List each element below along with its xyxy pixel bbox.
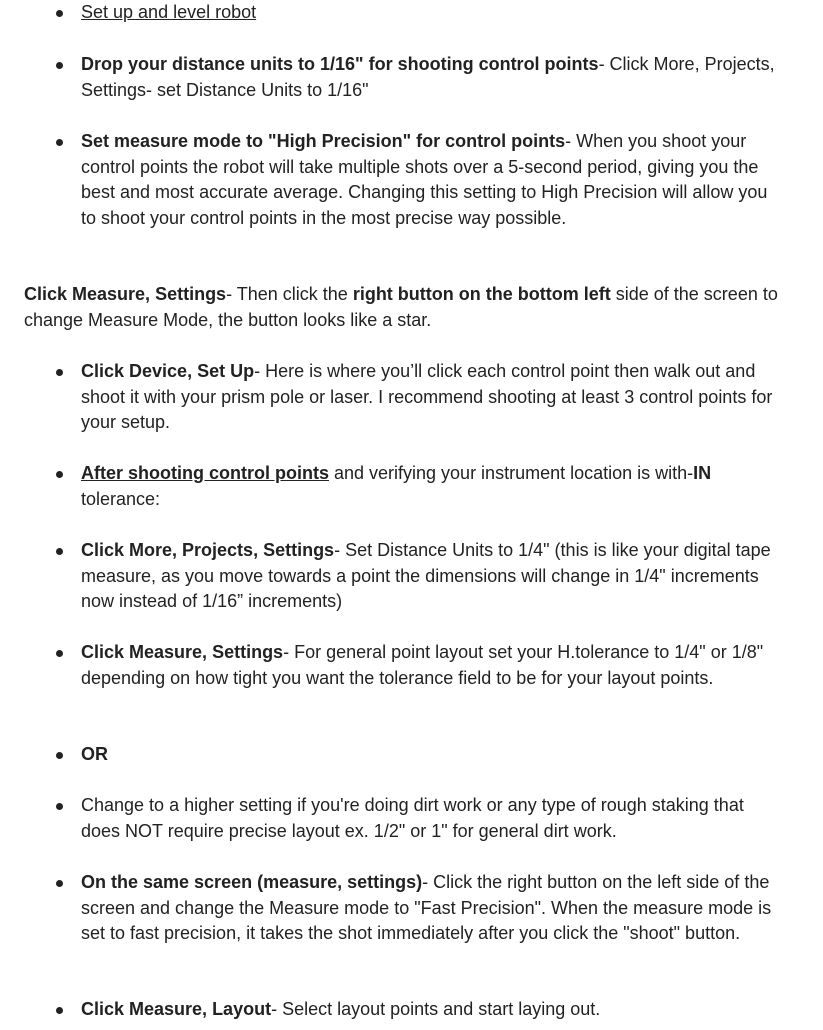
body-text: - Select layout points and start laying out. (271, 999, 601, 1019)
setup-link-text[interactable]: Set up and level robot (81, 2, 257, 22)
body-text: tolerance: (81, 488, 161, 509)
list-item (81, 0, 781, 26)
paragraph (24, 282, 784, 333)
bold-text: Click Measure, Layout (81, 999, 272, 1019)
list-item (81, 359, 781, 436)
body-text: - For general point layout set your H.tolerance to 1/4" or 1/8" depending on how tight you want the tolerance field to be for your layout points. (81, 642, 764, 688)
bold-text: OR (81, 744, 108, 764)
bold-text: Click Measure, Settings (24, 284, 227, 304)
list-item (81, 461, 781, 512)
bold-text: right button on the bottom left (352, 284, 611, 304)
body-text: - Click More, Projects, Settings- set Distance Units to 1/16" (81, 54, 775, 100)
list-item (81, 742, 781, 768)
body-text: side of the screen to change Measure Mode, the button looks like a star. (24, 284, 778, 330)
body-text: - Then click the (226, 284, 353, 304)
list-item (81, 538, 781, 615)
bold-text: Set measure mode to "High Precision" for control points (81, 131, 566, 151)
list-item (81, 129, 781, 231)
body-text: - Set Distance Units to 1/4" (this is like your digital tape measure, as you move towards a point the dimensions will change in 1/4" increments now instead of 1/16” increments) (81, 540, 771, 612)
bold-text: Click Measure, Settings (81, 642, 284, 662)
list-item (81, 870, 781, 947)
list-item (81, 640, 781, 691)
bold-text: Drop your distance units to 1/16" for shooting control points (81, 54, 599, 74)
bold-text: On the same screen (measure, settings) (81, 872, 423, 892)
list-item (81, 997, 781, 1023)
body-text: - When you shoot your control points the robot will take multiple shots over a 5-second period, giving you the best and most accurate average. Changing this setting to High Precision will allow you to shoot your control points in the most precise way possible. (81, 131, 768, 228)
body-text: - Here is where you’ll click each control point then walk out and shoot it with your prism pole or laser. I recommend shooting at least 3 control points for your setup. (81, 361, 773, 433)
list-item (81, 52, 781, 103)
body-text: - Click the right button on the left side of the screen and change the Measure mode to "Fast Precision". When the measure mode is set to fast precision, it takes the shot immediately after you click the "shoot" button. (81, 872, 772, 944)
bold-text: IN (693, 463, 712, 483)
bold-text: Click Device, Set Up (81, 361, 255, 381)
body-text: and verifying your instrument location is with- (328, 463, 694, 483)
list-item (81, 793, 781, 844)
bold-underline-text: After shooting control points (81, 463, 329, 483)
body-text: Change to a higher setting if you're doing dirt work or any type of rough staking that does NOT require precise layout ex. 1/2" or 1" for general dirt work. (81, 795, 744, 841)
bold-text: Click More, Projects, Settings (81, 540, 335, 560)
